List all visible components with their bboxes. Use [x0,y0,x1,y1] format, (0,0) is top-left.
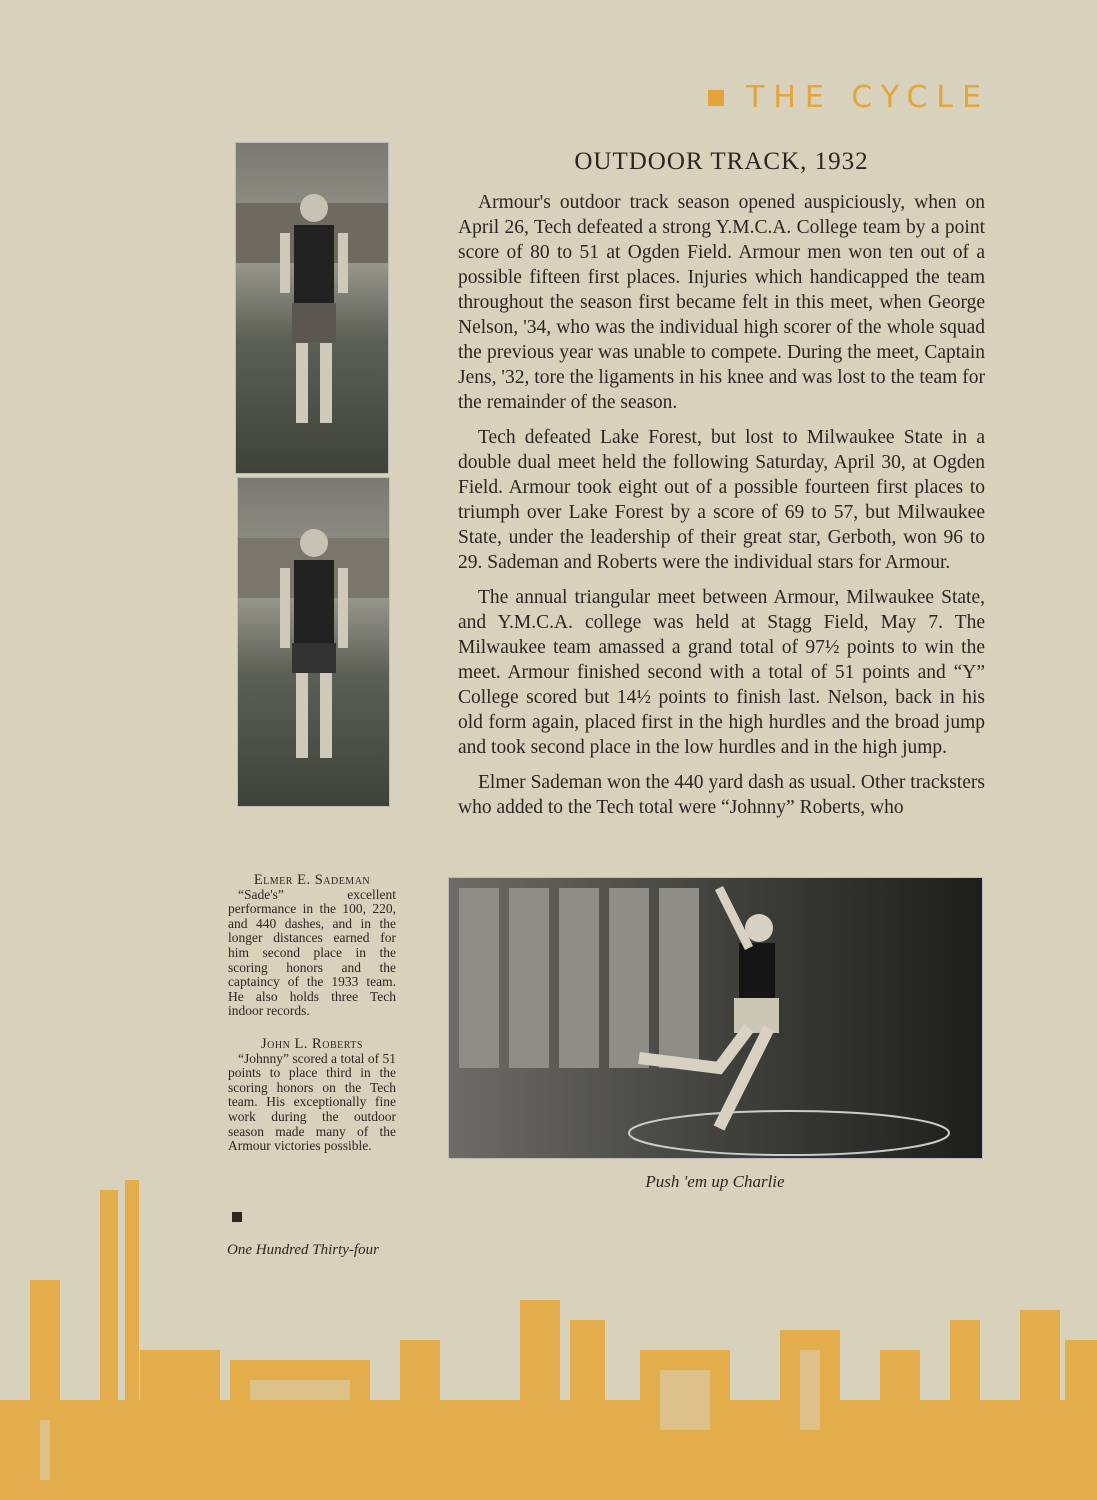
caption-name: John L. Roberts [261,1035,363,1052]
article-paragraph: Elmer Sademan won the 440 yard dash as usual. Other tracksters who added to the Tech total were “Johnny” Roberts, who [458,772,985,818]
article-paragraph: Armour's outdoor track season opened auspiciously, when on April 26, Tech defeated a strong Y.M.C.A. College team by a point score of 80 to 51 at Ogden Field. Armour men won ten out of a possible fifteen first places. Injuries which handicapped the team throughout the season first became felt in this meet, when George Nelson, '34, who was the individual high scorer of the whole squad the previous year was unable to compete. During the meet, Captain Jens, '32, tore the ligaments in his knee and was lost to the team for the remainder of the season. [458,192,985,413]
caption-text: “Johnny” scored a total of 51 points to place third in the scoring honors on the Tech team. His exceptionally fine work during the outdoor season made many of the Armour victories possible. [228,1050,396,1154]
photo-captions [228,873,396,1172]
header-title: THE CYCLE [746,80,991,115]
article-body [458,190,985,830]
photo-caption: Push 'em up Charlie [645,1172,785,1191]
article-title: OUTDOOR TRACK, 1932 [574,148,869,175]
article-paragraph: Tech defeated Lake Forest, but lost to Milwaukee State in a double dual meet held the following Saturday, April 30, at Ogden Field. Armour took eight out of a possible fourteen first places to triumph over Lake Forest by a score of 69 to 57, but Milwaukee State, under the leadership of their great star, Gerboth, won 96 to 29. Sademan and Roberts were the individual stars for Armour. [458,427,985,573]
photo-sademan [235,142,389,474]
page-number: One Hundred Thirty-four [227,1242,379,1258]
caption-name: Elmer E. Sademan [253,872,371,888]
article-paragraph: The annual triangular meet between Armour, Milwaukee State, and Y.M.C.A. college was held at Stagg Field, May 7. The Milwaukee team amassed a grand total of 97½ points to win the meet. Armour finished second with a total of 51 points and “Y” College scored but 14½ points to finish last. Nelson, back in his old form again, placed first in the high hurdles and the broad jump and took second place in the low hurdles and in the high jump. [458,587,985,758]
skyline-decoration [0,1150,1097,1500]
header-square-icon [708,90,724,106]
running-header [708,80,990,115]
photo-shot-put [448,877,983,1159]
photo-roberts [237,477,390,807]
caption-text: “Sade's” excellent performance in the 100, 220, and 440 dashes, and in the longer distances earned for him second place in the scoring honors and the captaincy of the 1933 team. He also holds three Tech indoor records. [228,886,396,1019]
